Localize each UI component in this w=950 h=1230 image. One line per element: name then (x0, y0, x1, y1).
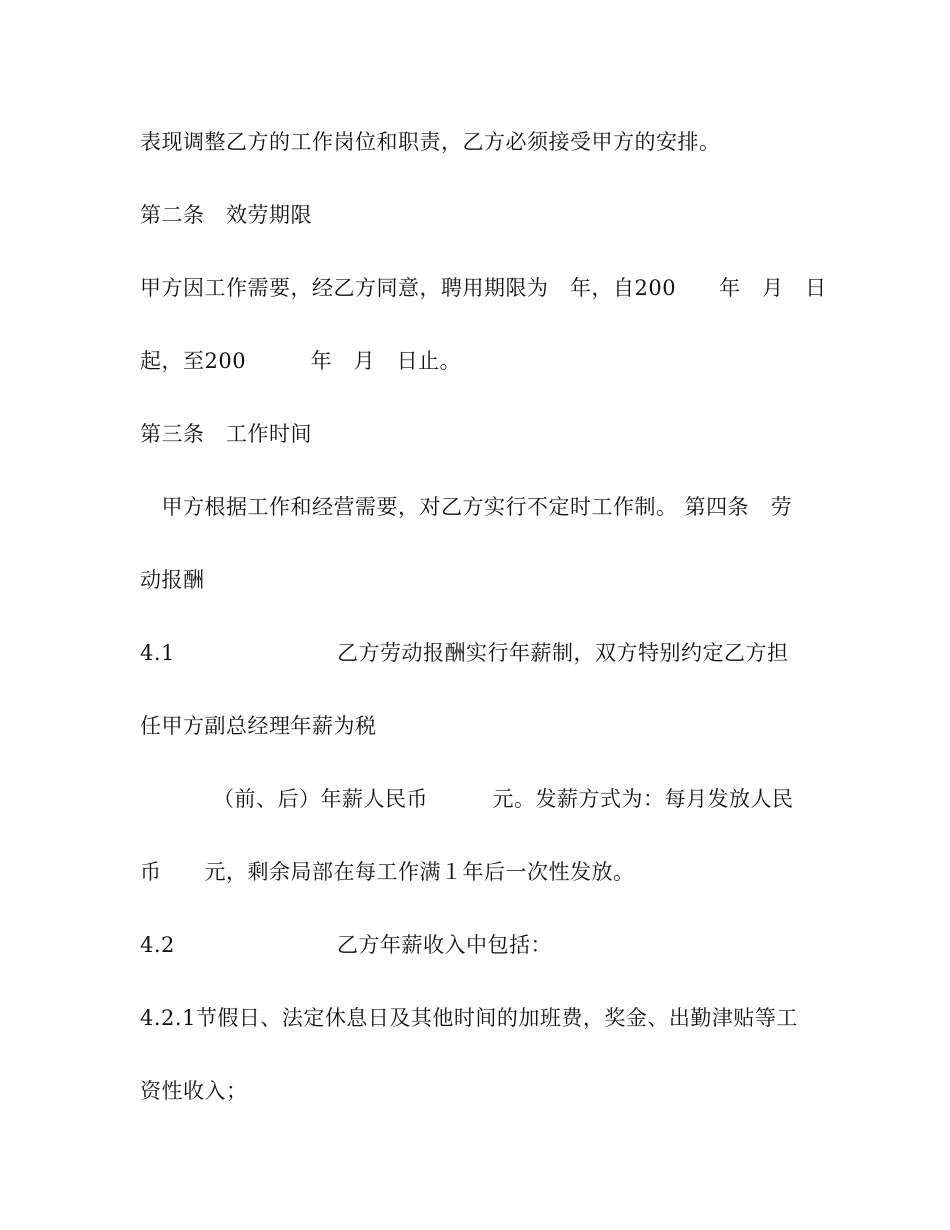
paragraph-line: 动报酬 (140, 568, 205, 592)
paragraph-line: （前、后）年薪人民币 元。发薪方式为：每月发放人民 (213, 787, 794, 811)
clause-number: 4.1 (140, 641, 175, 665)
clause-text: 乙方劳动报酬实行年薪制，双方特别约定乙方担 (337, 641, 789, 665)
clause-text: 乙方年薪收入中包括： (337, 933, 552, 957)
paragraph-line: 起，至200 年 月 日止。 (140, 349, 462, 373)
clause-4-2 (140, 931, 820, 959)
paragraph-line: 币 元，剩余局部在每工作满１年后一次性发放。 (140, 860, 635, 884)
paragraph-line: 任甲方副总经理年薪为税 (140, 714, 377, 738)
paragraph-line: 资性收入； (140, 1079, 248, 1103)
paragraph-line: 甲方根据工作和经营需要，对乙方实行不定时工作制。 第四条 劳 (140, 495, 793, 519)
clause-4-1 (140, 639, 820, 667)
article-heading: 第二条 效劳期限 (140, 203, 312, 227)
paragraph-line: 甲方因工作需要，经乙方同意，聘用期限为 年，自200 年 月 日 (140, 276, 827, 300)
paragraph-line: 4.2.1节假日、法定休息日及其他时间的加班费，奖金、出勤津贴等工 (140, 1006, 798, 1030)
clause-number: 4.2 (140, 933, 175, 957)
paragraph-line: 表现调整乙方的工作岗位和职责，乙方必须接受甲方的安排。 (140, 130, 721, 154)
article-heading: 第三条 工作时间 (140, 422, 312, 446)
